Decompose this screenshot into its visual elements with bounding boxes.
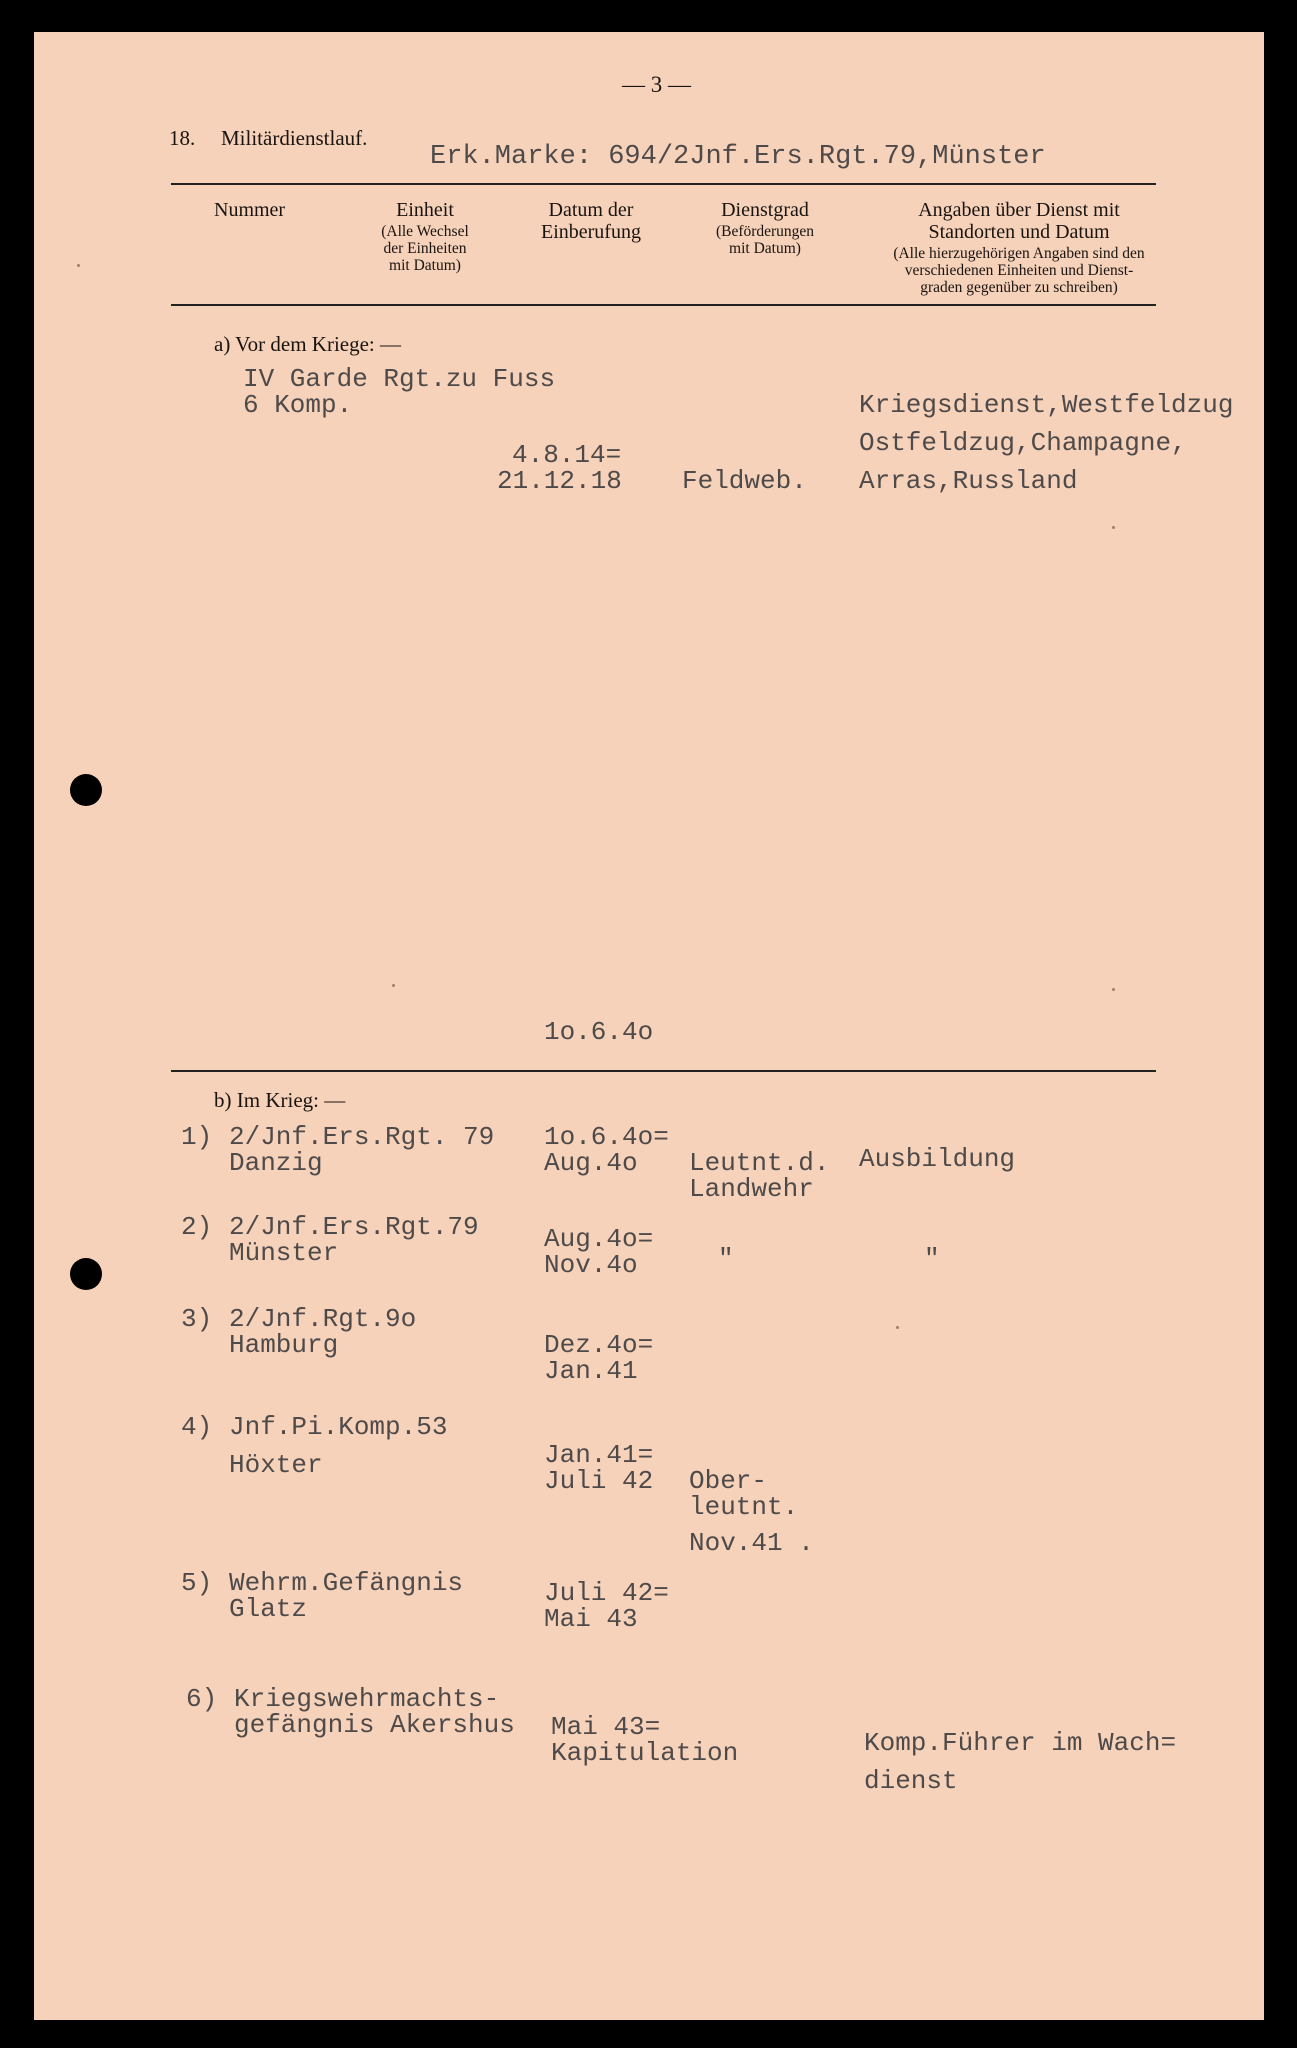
paper-speck: [392, 984, 395, 987]
before-war-unit: IV Garde Rgt.zu Fuss: [243, 364, 556, 394]
header-top-rule: [171, 183, 1156, 185]
entry-date: Dez.4o=: [544, 1330, 654, 1360]
entry-unit: Jnf.Pi.Komp.53: [229, 1412, 448, 1442]
col-angaben-note: (Alle hierzugehörigen Angaben sind den: [893, 245, 1145, 262]
before-war-date: 21.12.18: [497, 466, 622, 496]
entry-date: 1o.6.4o=: [544, 1122, 669, 1152]
col-einheit-title: Einheit: [396, 199, 454, 221]
before-war-rank: Feldweb.: [682, 466, 807, 496]
col-einheit-note: mit Datum): [389, 257, 461, 274]
section-title: Militärdienstlauf.: [221, 126, 368, 150]
entry-number: 1): [181, 1122, 213, 1152]
col-dienstgrad-header: [690, 199, 840, 257]
entry-rank: Landwehr: [689, 1174, 814, 1204]
col-datum-header: [508, 199, 674, 243]
entry-rank: Nov.41 .: [689, 1528, 814, 1558]
paper-speck: [77, 264, 80, 267]
entry-number: 3): [181, 1304, 213, 1334]
entry-date: Aug.4o=: [544, 1224, 654, 1254]
entry-unit: Danzig: [229, 1148, 323, 1178]
col-angaben-note: verschiedenen Einheiten und Dienst-: [904, 262, 1134, 279]
col-datum-title: Datum der: [548, 199, 634, 221]
entry-date: Nov.4o: [544, 1250, 638, 1280]
entry-date: Mai 43=: [551, 1712, 661, 1742]
entry-service: ": [924, 1244, 940, 1274]
entry-service: Komp.Führer im Wach=: [864, 1728, 1177, 1758]
col-nummer-title: Nummer: [214, 199, 286, 221]
in-war-label: b) Im Krieg: —: [214, 1088, 346, 1112]
paper-speck: [1112, 988, 1115, 991]
entry-unit: Hamburg: [229, 1330, 339, 1360]
before-war-label: a) Vor dem Kriege: —: [214, 332, 402, 356]
entry-unit: gefängnis Akershus: [234, 1710, 515, 1740]
section-divider-rule: [171, 1070, 1156, 1072]
entry-unit: Kriegswehrmachts-: [234, 1684, 500, 1714]
col-einheit-header: [352, 199, 498, 274]
entry-service: Ausbildung: [859, 1144, 1016, 1174]
before-war-service: Arras,Russland: [859, 466, 1078, 496]
entry-unit: Münster: [229, 1238, 339, 1268]
entry-service: dienst: [864, 1766, 958, 1796]
entry-unit: 2/Jnf.Rgt.9o: [229, 1304, 417, 1334]
punch-hole: [70, 1258, 102, 1290]
col-angaben-header: [854, 199, 1184, 296]
entry-unit: Höxter: [229, 1450, 323, 1480]
entry-rank: Leutnt.d.: [689, 1148, 830, 1178]
col-angaben-note: graden gegenüber zu schreiben): [920, 279, 1118, 296]
entry-date: Aug.4o: [544, 1148, 638, 1178]
col-nummer-header: [214, 199, 285, 221]
col-dienstgrad-title: Dienstgrad: [721, 199, 809, 221]
col-angaben-title: Standorten und Datum: [928, 221, 1110, 243]
col-einheit-note: der Einheiten: [383, 240, 467, 257]
entry-number: 4): [181, 1412, 213, 1442]
col-datum-title: Einberufung: [541, 221, 641, 243]
document-page: [34, 32, 1264, 2020]
header-bottom-rule: [171, 304, 1156, 306]
col-dienstgrad-note: (Beförderungen: [715, 223, 815, 240]
entry-rank: Ober-: [689, 1466, 768, 1496]
entry-unit: 2/Jnf.Ers.Rgt.79: [229, 1212, 479, 1242]
entry-rank: leutnt.: [689, 1492, 799, 1522]
before-war-unit: 6 Komp.: [243, 390, 353, 420]
entry-unit: Wehrm.Gefängnis: [229, 1568, 464, 1598]
entry-unit: Glatz: [229, 1594, 308, 1624]
before-war-date: 4.8.14=: [512, 440, 622, 470]
entry-number: 5): [181, 1568, 213, 1598]
entry-number: 6): [186, 1684, 218, 1714]
paper-speck: [1112, 526, 1115, 529]
entry-date: Juli 42=: [544, 1578, 669, 1608]
entry-rank: ": [718, 1244, 734, 1274]
page-number: — 3 —: [622, 72, 691, 97]
punch-hole: [70, 774, 102, 806]
paper-speck: [896, 1326, 899, 1329]
entry-date: Jan.41=: [544, 1440, 654, 1470]
erk-marke: Erk.Marke: 694/2Jnf.Ers.Rgt.79,Münster: [430, 142, 1046, 172]
before-war-service: Ostfeldzug,Champagne,: [859, 428, 1187, 458]
entry-date: Juli 42: [544, 1466, 654, 1496]
entry-date: Kapitulation: [551, 1738, 739, 1768]
entry-date: Mai 43: [544, 1604, 638, 1634]
col-dienstgrad-note: mit Datum): [729, 240, 801, 257]
before-war-service: Kriegsdienst,Westfeldzug: [859, 390, 1234, 420]
before-war-end-date: 1o.6.4o: [544, 1017, 654, 1047]
section-number: 18.: [169, 126, 196, 150]
entry-number: 2): [181, 1212, 213, 1242]
col-angaben-title: Angaben über Dienst mit: [918, 199, 1120, 221]
entry-unit: 2/Jnf.Ers.Rgt. 79: [229, 1122, 495, 1152]
entry-date: Jan.41: [544, 1356, 638, 1386]
col-einheit-note: (Alle Wechsel: [381, 223, 469, 240]
